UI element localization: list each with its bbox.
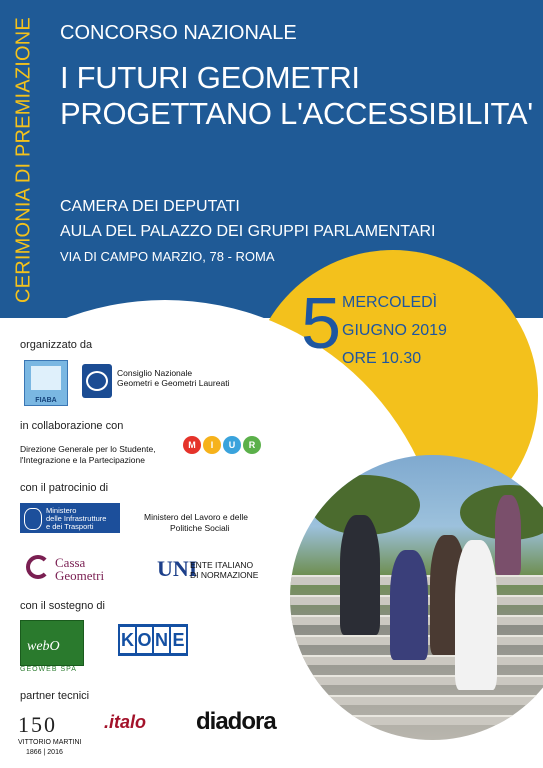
cng-name-line1: Consiglio Nazionale (117, 368, 193, 378)
geoweb-subtitle: GEOWEB SPA (20, 666, 77, 673)
ceremony-vertical-label: CERIMONIA DI PREMIAZIONE (12, 17, 35, 303)
collaboration-label: in collaborazione con (20, 420, 124, 432)
mit-emblem (24, 508, 42, 530)
cassa-line1: Cassa (55, 555, 86, 570)
uni-emblem: UNI (157, 556, 198, 581)
date-day: 5 (301, 284, 342, 364)
venue-name: CAMERA DEI DEPUTATI (60, 198, 240, 215)
miur-letter: M (183, 436, 201, 454)
photo-step (290, 675, 543, 685)
dg-line2: l'Integrazione e la Partecipazione (20, 455, 145, 465)
photo-person (455, 540, 497, 690)
italo-logo: .italo (104, 712, 147, 732)
geoweb-name: webO (27, 639, 60, 654)
cassa-geometri-emblem (26, 555, 50, 579)
vittorio-martini-years: 1866 | 2016 (26, 749, 63, 756)
event-title-line1: I FUTURI GEOMETRI (60, 60, 360, 95)
vittorio-martini-name: VITTORIO MARTINI (18, 739, 82, 746)
venue-hall: AULA DEL PALAZZO DEI GRUPPI PARLAMENTARI (60, 223, 436, 240)
photo-person (390, 550, 428, 660)
kone-logo (118, 624, 188, 656)
uni-line2: DI NORMAZIONE (190, 570, 259, 580)
lavoro-line2: Politiche Sociali (170, 523, 230, 533)
vittorio-martini-number: 150 (18, 712, 57, 737)
kone-letter: N (154, 627, 169, 653)
dg-line1: Direzione Generale per lo Studente, (20, 444, 156, 454)
stairs-photo (290, 455, 543, 740)
miur-letter: R (243, 436, 261, 454)
photo-step (290, 695, 543, 705)
lavoro-line1: Ministero del Lavoro e delle (144, 512, 248, 522)
partners-label: partner tecnici (20, 690, 90, 702)
cassa-line2: Geometri (55, 568, 105, 583)
mit-line1: Ministero (46, 506, 77, 515)
kone-letter: E (171, 627, 186, 653)
support-label: con il sostegno di (20, 600, 105, 612)
miur-letter: U (223, 436, 241, 454)
fiaba-logo (24, 360, 68, 406)
mit-line2: delle Infrastrutture (46, 514, 107, 523)
patronage-label: con il patrocinio di (20, 482, 109, 494)
date-time: ORE 10.30 (342, 350, 422, 367)
cng-name-line2: Geometri e Geometri Laureati (117, 378, 230, 388)
cng-logo (82, 364, 112, 398)
mit-logo (20, 503, 120, 533)
photo-step (290, 715, 543, 725)
organized-by-label: organizzato da (20, 339, 93, 351)
kone-letter: K (120, 627, 135, 653)
geoweb-logo (20, 620, 84, 666)
event-title-line2: PROGETTANO L'ACCESSIBILITA' (60, 96, 533, 131)
vertical-band (0, 0, 48, 320)
miur-letter: I (203, 436, 221, 454)
photo-person (340, 515, 380, 635)
photo-person (495, 495, 521, 575)
cng-emblem (86, 371, 108, 391)
contest-label: CONCORSO NAZIONALE (60, 22, 297, 44)
mit-line3: e dei Trasporti (46, 522, 94, 531)
venue-address: VIA DI CAMPO MARZIO, 78 - ROMA (60, 249, 275, 264)
fiaba-name: FIABA (35, 397, 57, 404)
fiaba-emblem (31, 366, 61, 390)
date-month-year: GIUGNO 2019 (342, 322, 447, 339)
date-weekday: MERCOLEDÌ (342, 294, 438, 311)
kone-letter: O (137, 627, 152, 653)
uni-line1: ENTE ITALIANO (190, 560, 254, 570)
diadora-logo: diadora (196, 708, 276, 735)
